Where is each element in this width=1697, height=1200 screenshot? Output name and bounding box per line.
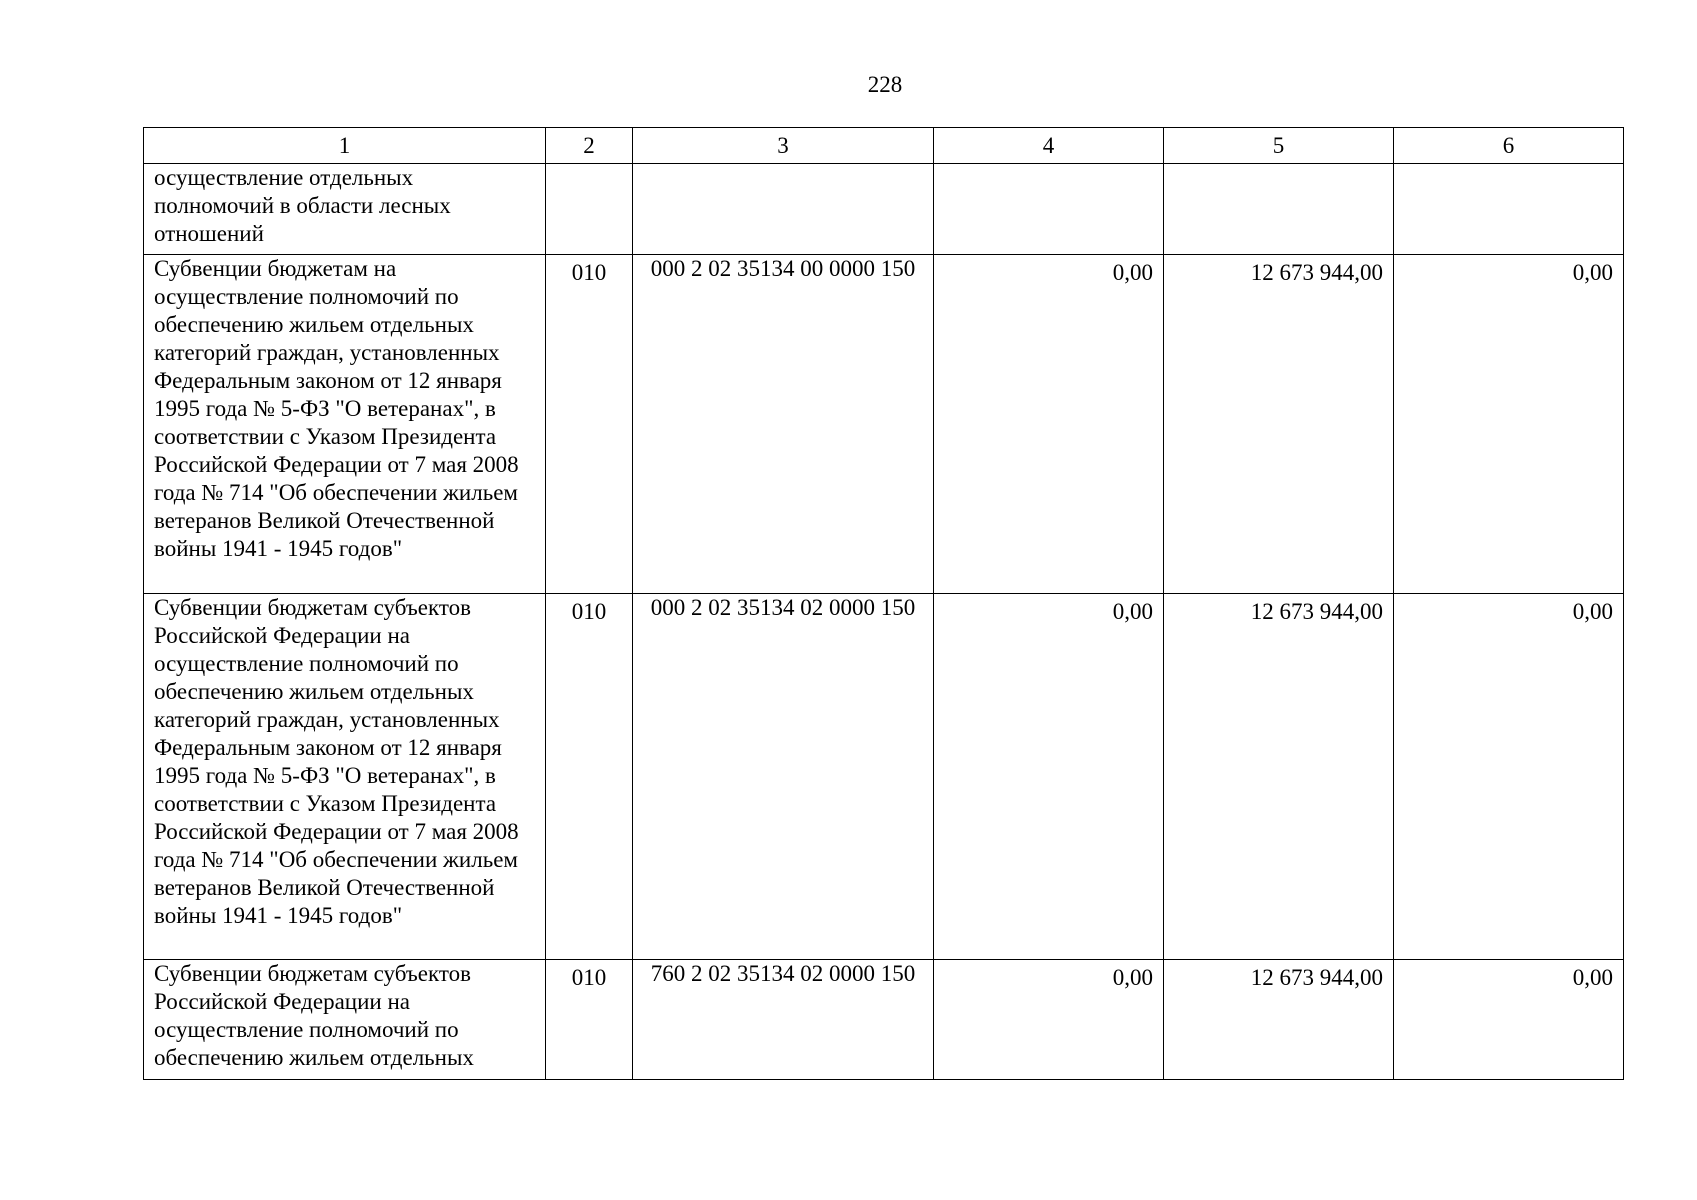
table-row (144, 164, 1624, 255)
column-header-1: 1 (144, 128, 546, 164)
row-description: Субвенции бюджетам на осуществление полномочий по обеспечению жильем отдельных категорий граждан, установленных Федеральным законом от 12 января 1995 года № 5-ФЗ "О ветеранах", в соответствии с Указом Президента Российской Федерации от 7 мая 2008 года № 714 "Об обеспечении жильем ветеранов Великой Отечественной войны 1941 - 1945 годов" (144, 255, 546, 594)
row-budget-classification-code: 000 2 02 35134 00 0000 150 (633, 255, 934, 594)
column-header-6: 6 (1394, 128, 1624, 164)
row-code: 010 (546, 594, 633, 960)
column-header-2: 2 (546, 128, 633, 164)
row-value-col5: 12 673 944,00 (1164, 255, 1394, 594)
table-header-row (144, 128, 1624, 164)
table-row (144, 255, 1624, 594)
column-header-5: 5 (1164, 128, 1394, 164)
row-description: Субвенции бюджетам субъектов Российской Федерации на осуществление полномочий по обеспечению жильем отдельных (144, 960, 546, 1080)
row-value-col5 (1164, 164, 1394, 255)
row-value-col5: 12 673 944,00 (1164, 960, 1394, 1080)
row-description: осуществление отдельных полномочий в области лесных отношений (144, 164, 546, 255)
column-header-3: 3 (633, 128, 934, 164)
row-code (546, 164, 633, 255)
row-value-col4 (934, 164, 1164, 255)
row-value-col6: 0,00 (1394, 960, 1624, 1080)
row-value-col4: 0,00 (934, 594, 1164, 960)
column-header-4: 4 (934, 128, 1164, 164)
row-budget-classification-code: 760 2 02 35134 02 0000 150 (633, 960, 934, 1080)
row-value-col4: 0,00 (934, 255, 1164, 594)
row-code: 010 (546, 255, 633, 594)
row-description: Субвенции бюджетам субъектов Российской Федерации на осуществление полномочий по обеспечению жильем отдельных категорий граждан, установленных Федеральным законом от 12 января 1995 года № 5-ФЗ "О ветеранах", в соответствии с Указом Президента Российской Федерации от 7 мая 2008 года № 714 "Об обеспечении жильем ветеранов Великой Отечественной войны 1941 - 1945 годов" (144, 594, 546, 960)
row-budget-classification-code (633, 164, 934, 255)
page-number: 228 (867, 72, 903, 97)
row-value-col6: 0,00 (1394, 255, 1624, 594)
row-value-col5: 12 673 944,00 (1164, 594, 1394, 960)
row-value-col6 (1394, 164, 1624, 255)
row-code: 010 (546, 960, 633, 1080)
table-row (144, 960, 1624, 1080)
budget-revenue-table (143, 127, 1624, 1080)
row-value-col6: 0,00 (1394, 594, 1624, 960)
table-row (144, 594, 1624, 960)
row-budget-classification-code: 000 2 02 35134 02 0000 150 (633, 594, 934, 960)
row-value-col4: 0,00 (934, 960, 1164, 1080)
